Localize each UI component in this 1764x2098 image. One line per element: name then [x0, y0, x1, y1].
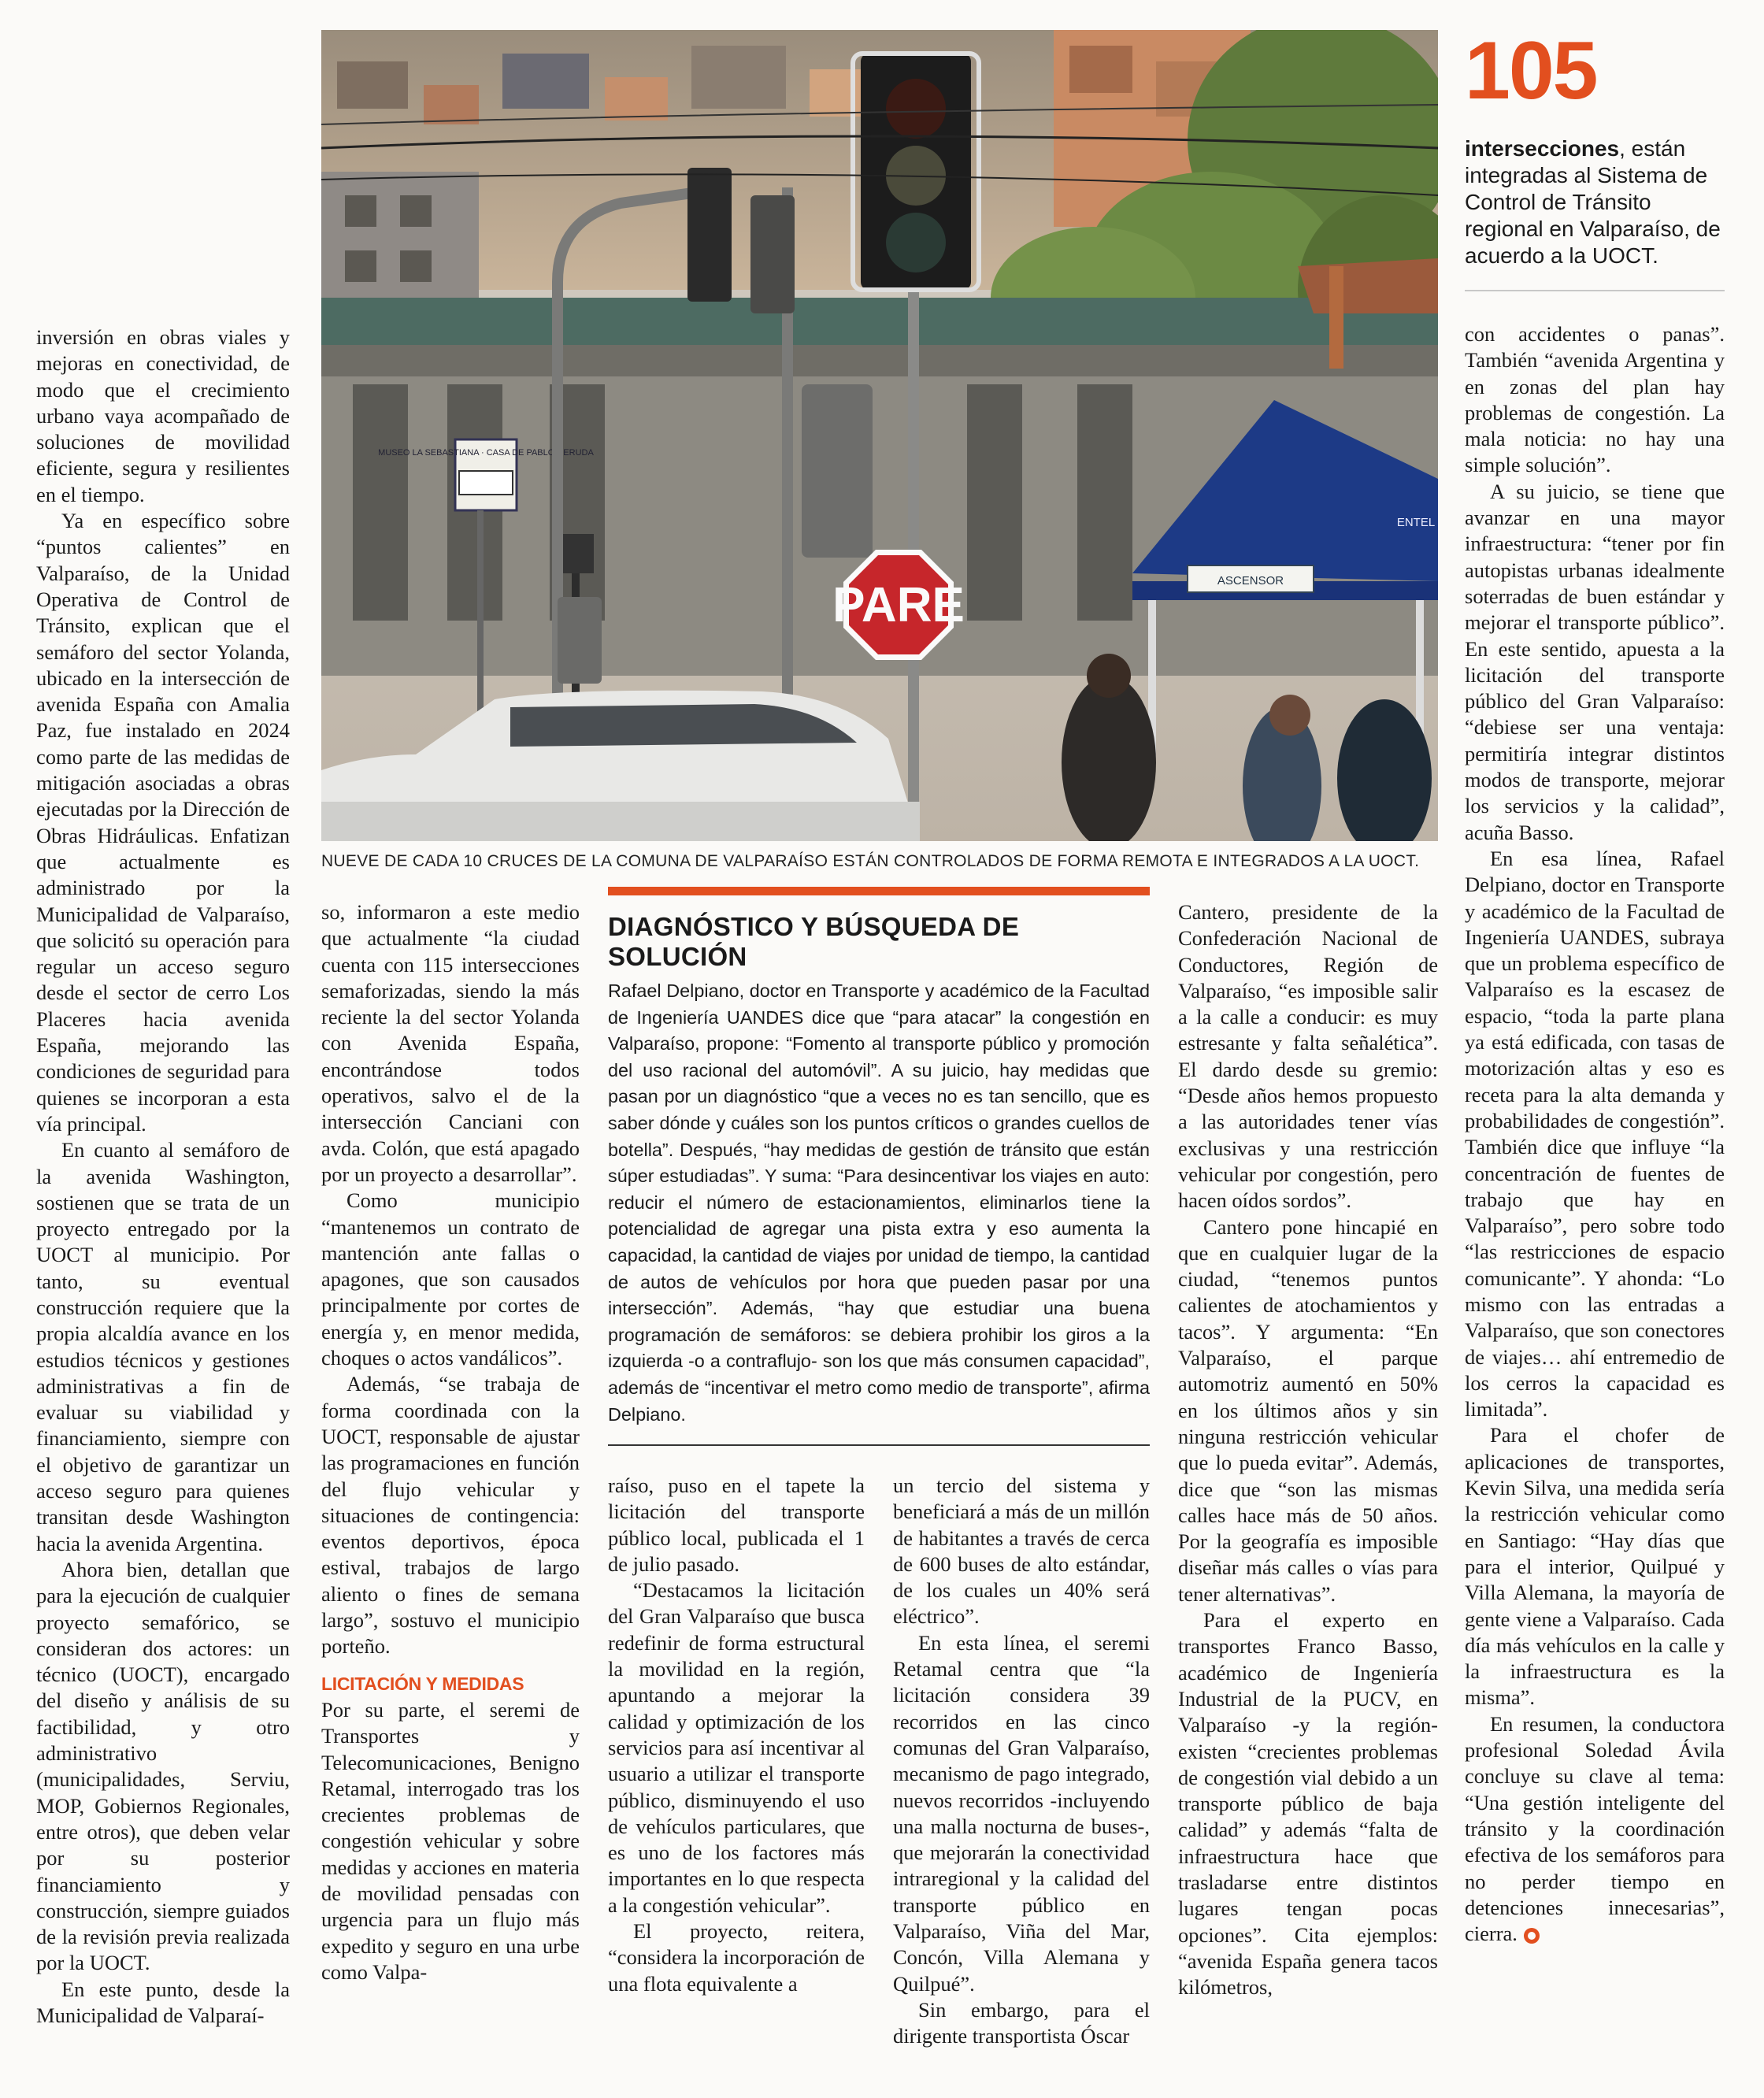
column-2	[321, 899, 580, 1985]
highlight-text: , están integradas al Sistema de Control de Tránsito regional en Valparaíso, de acuerdo a la UOCT.	[1465, 136, 1721, 268]
highlight-number: 105	[1465, 25, 1597, 117]
col4-paragraph: En esta línea, el seremi Retamal centra que “la licitación considera 39 recorridos en las cinco comunas del Gran Valparaíso, mecanismo de pago integrado, nuevos recorridos -incluyendo una malla nocturna de buses-, que mejorarán la conectividad intraregional y la calidad del transporte público en Valparaíso, Viña del Mar, Concón, Villa Alemana y Quilpué”.	[893, 1630, 1150, 1996]
closing-text: En resumen, la conductora profesional Soledad Ávila concluye su clave al tema: “Una gestión inteligente del tránsito y la coordinación efectiva de los semáforos para no perder tiempo en detenciones innecesarias”, cierra.	[1465, 1711, 1725, 1946]
end-of-article-icon	[1524, 1928, 1540, 1944]
col2-paragraph: Además, “se trabaja de forma coordinada con la UOCT, responsable de ajustar las programaciones en función del flujo vehicular y situaciones de contingencia: eventos deportivos, época estival, trabajos de largo aliento o fines de semana largo”, sostuvo el municipio porteño.	[321, 1372, 580, 1659]
box-bottom-rule	[608, 1444, 1150, 1446]
col1-paragraph: En cuanto al semáforo de la avenida Washington, sostienen que se trata de un proyecto entregado por la UOCT al municipio. Por tanto, su eventual construcción requiere que la propia alcaldía avance en los estudios técnicos y gestiones administrativas a fin de evaluar su viabilidad y financiamiento, siempre con el objetivo de garantizar un acceso seguro para quienes transitan desde Washington hacia la avenida Argentina.	[36, 1138, 290, 1555]
ascensor-sign-text: ASCENSOR	[1217, 574, 1284, 588]
column-1	[36, 324, 290, 2029]
article-photo	[321, 30, 1438, 841]
col3-paragraph: raíso, puso en el tapete la licitación del transporte público local, publicada el 1 de julio pasado.	[608, 1473, 865, 1576]
col5-paragraph: Para el experto en transportes Franco Basso, académico de Ingeniería Industrial de la PUCV, en Valparaíso -y la región- existen “crecientes problemas de congestión vial debido a un transporte público de baja calidad” y además “falta de infraestructura hace que trasladarse entre distintos lugares tengan pocas opciones”. Cita ejemplos: “avenida España genera tacos kilómetros,	[1178, 1608, 1438, 2000]
col1-paragraph: inversión en obras viales y mejoras en conectividad, de modo que el crecimiento urbano vaya acompañado de soluciones de movilidad eficiente, segura y resilientes en el tiempo.	[36, 325, 290, 506]
column-6	[1465, 321, 1725, 1947]
column-3	[608, 1473, 865, 1997]
box-body: Rafael Delpiano, doctor en Transporte y académico de la Facultad de Ingeniería UANDES dice que “para atacar” la congestión en Valparaíso, propone: “Fomento al transporte público y promoción del uso racional del automóvil”. A su juicio, hay medidas que pasan por un diagnóstico “que a veces no es tan sencillo, que es saber dónde y cuáles son los puntos críticos o grandes cuellos de botella”. Después, “hay medidas de gestión de tránsito que están súper estudiadas”. Y suma: “Para desincentivar los viajes en auto: reducir el número de estacionamientos, eliminarlos tiene la potencialidad de agregar una pista extra y eso aumenta la capacidad, la cantidad de viajes por unidad de tiempo, la cantidad de autos de vehículos por hora que pueden pasar por una intersección”. Además, “hay que estudiar una buena programación de semáforos: se debiera prohibir los giros a la izquierda -o a contraflujo- son los que más consumen capacidad”, además de “incentivar el metro como medio de transporte”, afirma Delpiano.	[608, 980, 1150, 1425]
col1-paragraph: En este punto, desde la Municipalidad de Valparaí-	[36, 1977, 290, 2027]
col2-paragraph: Como municipio “mantenemos un contrato de mantención ante fallas o apagones, que son causados principalmente por cortes de energía y, en menor medida, choques o actos vandálicos”.	[321, 1188, 580, 1370]
column-4	[893, 1473, 1150, 2050]
col4-paragraph: Sin embargo, para el dirigente transportista Óscar	[893, 1997, 1150, 2048]
col6-paragraph	[1465, 1711, 1725, 1948]
highlight-rule	[1465, 290, 1725, 291]
col2-paragraph: so, informaron a este medio que actualmente “la ciudad cuenta con 115 intersecciones semaforizadas, siendo la más reciente la del sector Yolanda con Avenida España, encontrándose todos operativos, salvo el de la intersección Canciani con avda. Colón, que está apagado por un proyecto a desarrollar”.	[321, 900, 580, 1186]
col5-paragraph: Cantero pone hincapié en que en cualquier lugar de la ciudad, “tenemos puntos calientes de atochamientos y tacos”. Y argumenta: “En Valparaíso, el parque automotriz aumentó en 50% en los últimos años y sin ninguna restricción vehicular que lo pueda evitar”. Además, dice que “son las mismas calles hace más de 50 años. Por la geografía es imposible diseñar más calles o vías para tener alternativas”.	[1178, 1214, 1438, 1606]
box-accent-bar	[608, 887, 1150, 895]
museum-sign-text: MUSEO LA SEBASTIANA · CASA DE PABLO NERUDA	[378, 448, 594, 458]
section-subhead: LICITACIÓN Y MEDIDAS	[321, 1673, 524, 1694]
col6-paragraph: En esa línea, Rafael Delpiano, doctor en Transporte y académico de la Facultad de Ingeniería UANDES, subraya que un problema específico de Valparaíso es la escasez de espacio, “toda la parte plana ya está edificada, con tasas de motorización altas y eso es receta para la alta demanda y probabilidades de congestión”. También dice que influye “la concentración de fuentes de trabajo que hay en Valparaíso”, pero sobre todo “las restricciones de espacio comunicante”. Y ahonda: “Lo mismo con las entradas a Valparaíso, que son conectores de viajes… ahí entremedio de los cerros la capacidad es limitada”.	[1465, 846, 1725, 1422]
photo-caption: NUEVE DE CADA 10 CRUCES DE LA COMUNA DE VALPARAÍSO ESTÁN CONTROLADOS DE FORMA REMOTA E INTEGRADOS A LA UOCT.	[321, 852, 1420, 870]
col4-paragraph: un tercio del sistema y beneficiará a más de un millón de habitantes a través de cerca de 600 buses de alto estándar, de los cuales un 40% será eléctrico”.	[893, 1473, 1150, 1629]
col3-paragraph: El proyecto, reitera, “considera la incorporación de una flota equivalente a	[608, 1919, 865, 1996]
highlight-description	[1465, 135, 1732, 269]
col1-paragraph: Ahora bien, detallan que para la ejecución de cualquier proyecto semafórico, se consideran dos actores: un técnico (UOCT), encargado del diseño y análisis de su factibilidad, y otro administrativo (municipalidades, Serviu, MOP, Gobiernos Regionales, entre otros), que deben velar por su posterior financiamiento y construcción, siempre guiados de la revisión previa realizada por la UOCT.	[36, 1557, 290, 1975]
col1-paragraph: Ya en específico sobre “puntos calientes” en Valparaíso, de la Unidad Operativa de Control de Tránsito, explican que el semáforo del sector Yolanda, ubicado en la intersección de avenida España con Amalia Paz, fue instalado en 2024 como parte de las medidas de mitigación asociadas a obras ejecutadas por la Dirección de Obras Hidráulicas. Enfatizan que actualmente es administrado por la Municipalidad de Valparaíso, que solicitó su operación para regular un acceso seguro desde el sector de cerro Los Placeres hacia avenida España, mejorando las condiciones de seguridad para quienes se incorporan a esta vía principal.	[36, 509, 290, 1136]
col6-paragraph: A su juicio, se tiene que avanzar en una mayor infraestructura: “tener por fin autopistas urbanas idealmente soterradas de buen estándar y mejorar el transporte público”. En este sentido, apuesta a la licitación del transporte público del Gran Valparaíso: “debiese ser una ventaja: permitiría integrar distintos modos de transporte, mejorar los servicios y la calidad”, acuña Basso.	[1465, 479, 1725, 844]
col5-paragraph: Cantero, presidente de la Confederación Nacional de Conductores, Región de Valparaíso, “es imposible salir a la calle a conducir: es muy estresante y falta señalética”. El dardo desde su gremio: “Desde años hemos propuesto a las autoridades tener vías exclusivas y una restricción vehicular por congestión, pero hacen oídos sordos”.	[1178, 900, 1438, 1213]
column-5	[1178, 899, 1438, 2000]
col6-paragraph: Para el chofer de aplicaciones de transportes, Kevin Silva, una medida sería la restricción vehicular como en Santiago: “Hay días que para el interior, Quilpué y Villa Alemana, la mayoría de gente viene a Valparaíso. Cada día más vehículos en la calle y la infraestructura es la misma”.	[1465, 1423, 1725, 1710]
entel-sign-text: ENTEL	[1396, 516, 1436, 529]
col6-paragraph: con accidentes o panas”. También “avenida Argentina y en zonas del plan hay problemas de congestión. La mala noticia: no hay una simple solución”.	[1465, 322, 1725, 477]
stop-sign-text: PARE	[832, 578, 965, 632]
col3-paragraph: “Destacamos la licitación del Gran Valparaíso que busca redefinir de forma estructural la movilidad en la región, apuntando a mejorar la calidad y optimización de los servicios para así incentivar al usuario a utilizar el transporte público, disminuyendo el uso de vehículos particulares, que es uno de los factores más importantes en lo que respecta a la congestión vehicular”.	[608, 1578, 865, 1917]
col2-paragraph: Por su parte, el seremi de Transportes y Telecomunicaciones, Benigno Retamal, interrogado tras los crecientes problemas de congestión vehicular y sobre medidas y acciones en materia de movilidad pensadas con urgencia para un flujo más expedito y seguro en una urbe como Valpa-	[321, 1697, 580, 1984]
box-title: DIAGNÓSTICO Y BÚSQUEDA DE SOLUCIÓN	[608, 912, 1020, 971]
highlight-bold-lead: intersecciones	[1465, 136, 1620, 161]
